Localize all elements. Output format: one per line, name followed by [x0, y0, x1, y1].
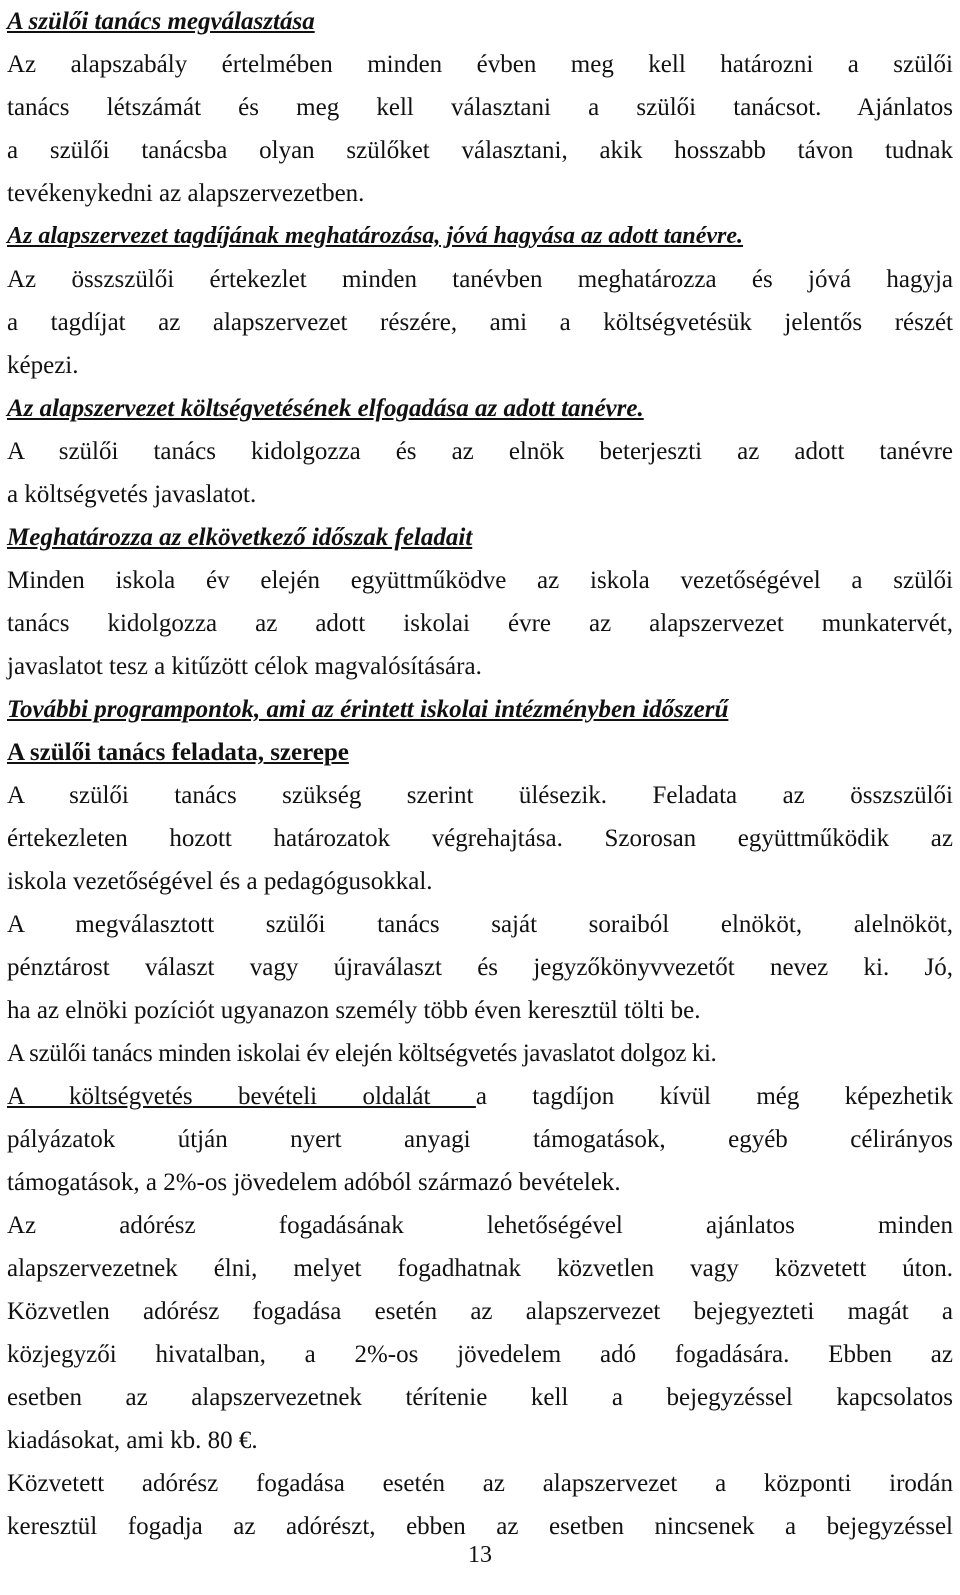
- paragraph-line: pályázatok útján nyert anyagi támogatások, egyéb célirányos: [7, 1126, 953, 1153]
- budget-paragraph-first-line: [7, 1075, 953, 1118]
- paragraph-line: értekezleten hozott határozatok végrehajtása. Szorosan együttműködik az: [7, 825, 953, 852]
- heading-programpontok: További programpontok, ami az érintett iskolai intézményben időszerű: [7, 696, 729, 723]
- paragraph-line: a költségvetés javaslatot.: [7, 481, 257, 508]
- heading-szuloi-tanacs-feladata: A szülői tanács feladata, szerepe: [7, 739, 349, 766]
- paragraph-line: Az adórész fogadásának lehetőségével ajánlatos minden: [7, 1212, 953, 1239]
- heading-szuloi-tanacs-megvalasztasa: A szülői tanács megválasztása: [7, 8, 315, 35]
- paragraph-line: Közvetett adórész fogadása esetén az alapszervezet a központi irodán: [7, 1470, 953, 1497]
- paragraph-line: A szülői tanács minden iskolai év elején költségvetés javaslatot dolgoz ki.: [7, 1040, 717, 1067]
- paragraph-line: a tagdíjat az alapszervezet részére, ami a költségvetésük jelentős részét: [7, 309, 953, 336]
- paragraph-line: tanács létszámát és meg kell választani a szülői tanácsot. Ajánlatos: [7, 94, 953, 121]
- heading-tagdij: Az alapszervezet tagdíjának meghatározása, jóvá hagyása az adott tanévre.: [7, 223, 744, 249]
- heading-koltsegvetes: Az alapszervezet költségvetésének elfogadása az adott tanévre.: [7, 395, 644, 422]
- paragraph-line: A szülői tanács kidolgozza és az elnök beterjeszti az adott tanévre: [7, 438, 953, 465]
- paragraph-line: támogatások, a 2%-os jövedelem adóból származó bevételek.: [7, 1169, 621, 1196]
- paragraph-line: Az összszülői értekezlet minden tanévben meghatározza és jóvá hagyja: [7, 266, 953, 293]
- heading-feladatok: Meghatározza az elkövetkező időszak feladait: [7, 524, 473, 551]
- paragraph-line: ha az elnöki pozíciót ugyanazon személy több éven keresztül tölti be.: [7, 997, 701, 1024]
- paragraph-line: tanács kidolgozza az adott iskolai évre az alapszervezet munkatervét,: [7, 610, 953, 637]
- budget-rest-text: a tagdíjon kívül még képezhetik: [475, 1083, 953, 1110]
- paragraph-line: kiadásokat, ami kb. 80 €.: [7, 1427, 258, 1454]
- paragraph-line: a szülői tanácsba olyan szülőket választani, akik hosszabb távon tudnak: [7, 137, 953, 164]
- paragraph-line: esetben az alapszervezetnek térítenie kell a bejegyzéssel kapcsolatos: [7, 1384, 953, 1411]
- paragraph-line: közjegyzői hivatalban, a 2%-os jövedelem adó fogadására. Ebben az: [7, 1341, 953, 1368]
- paragraph-line: Az alapszabály értelmében minden évben meg kell határozni a szülői: [7, 51, 953, 78]
- paragraph-line: Minden iskola év elején együttműködve az iskola vezetőségével a szülői: [7, 567, 953, 594]
- paragraph-line: pénztárost választ vagy újraválaszt és jegyzőkönyvvezetőt nevez ki. Jó,: [7, 954, 953, 981]
- paragraph-line: javaslatot tesz a kitűzött célok magvalósítására.: [7, 653, 482, 680]
- paragraph-line: tevékenykedni az alapszervezetben.: [7, 180, 365, 207]
- paragraph-line: iskola vezetőségével és a pedagógusokkal.: [7, 868, 433, 895]
- paragraph-line: alapszervezetnek élni, melyet fogadhatnak közvetlen vagy közvetett úton.: [7, 1255, 953, 1282]
- paragraph-line: A szülői tanács szükség szerint ülésezik. Feladata az összszülői: [7, 782, 953, 809]
- paragraph-line: Közvetlen adórész fogadása esetén az alapszervezet bejegyezteti magát a: [7, 1298, 953, 1325]
- paragraph-line: A megválasztott szülői tanács saját soraiból elnököt, alelnököt,: [7, 911, 953, 938]
- paragraph-line: keresztül fogadja az adórészt, ebben az esetben nincsenek a bejegyzéssel: [7, 1513, 953, 1540]
- paragraph-line: képezi.: [7, 352, 79, 379]
- page-number: 13: [468, 1542, 492, 1568]
- document-page: [7, 0, 953, 1548]
- budget-underlined-phrase: A költségvetés bevételi oldalát: [7, 1083, 476, 1110]
